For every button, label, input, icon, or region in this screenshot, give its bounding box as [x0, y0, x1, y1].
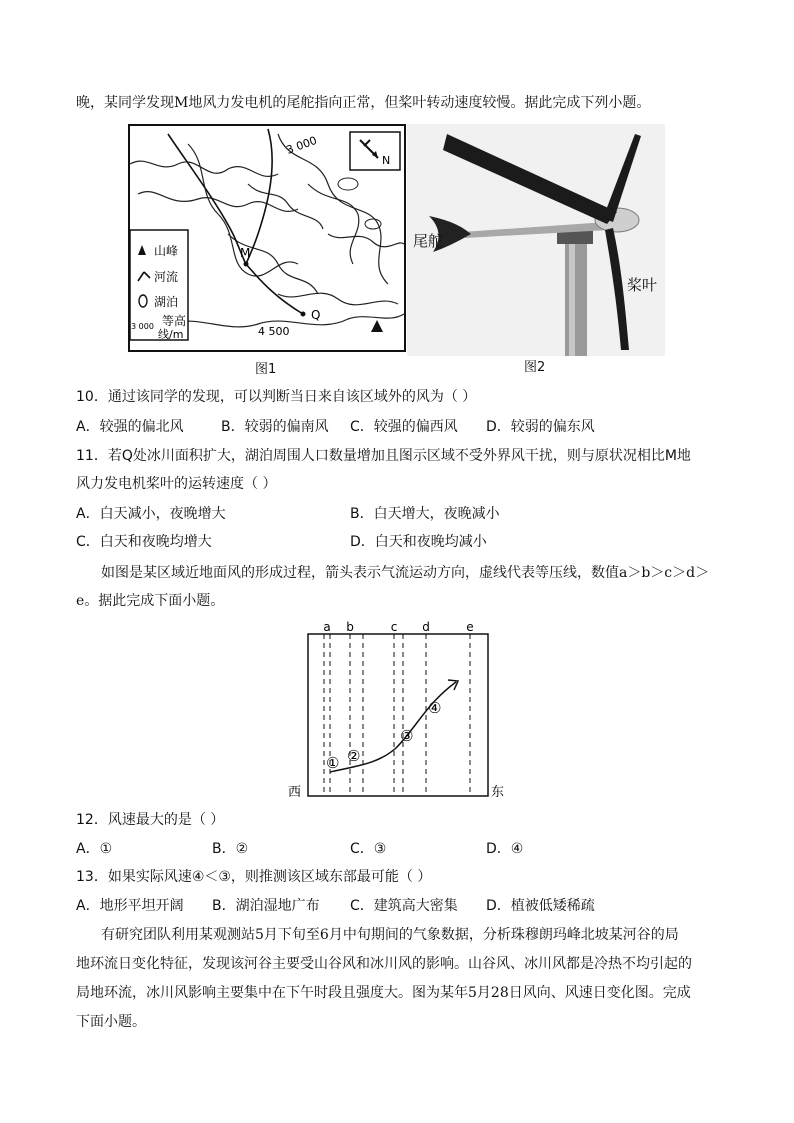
q11-option-a: A．白天减小，夜晚增大 [76, 506, 226, 522]
q11-stem-2: 风力发电机桨叶的运转速度（ ） [76, 476, 277, 492]
figure3-diagram [286, 616, 508, 800]
legend-contour-value: 3 000 [131, 322, 154, 331]
q12-stem: 12．风速最大的是（ ） [76, 812, 225, 828]
intro3-line1: 有研究团队利用某观测站5月下旬至6月中旬期间的气象数据，分析珠穆朗玛峰北坡某河谷的局 [101, 927, 679, 943]
q12-option-b: B．② [212, 841, 249, 857]
north-label: N [382, 154, 391, 167]
figure2-caption: 图2 [524, 360, 546, 375]
isobar-e: e [466, 620, 474, 634]
point-3: ③ [400, 727, 414, 745]
isobar-c: c [390, 620, 398, 634]
intro3-line4: 下面小题。 [76, 1014, 146, 1030]
legend-lake: 湖泊 [154, 295, 179, 309]
q11-option-c: C．白天和夜晚均增大 [76, 534, 212, 550]
tail-label: 尾舵 [413, 232, 444, 250]
q13-stem: 13．如果实际风速④＜③，则推测该区域东部最可能（ ） [76, 869, 432, 885]
q12-option-c: C．③ [350, 841, 387, 857]
point-1: ① [326, 754, 340, 772]
isobar-d: d [422, 620, 430, 634]
intro-text: 晚，某同学发现M地风力发电机的尾舵指向正常，但桨叶转动速度较慢。据此完成下列小题。 [76, 95, 651, 111]
point-4: ④ [428, 699, 442, 717]
q10-option-b: B．较弱的偏南风 [221, 419, 329, 435]
figure1-map [128, 124, 406, 352]
q11-option-b: B．白天增大，夜晚减小 [350, 506, 500, 522]
q13-option-b: B．湖泊湿地广布 [212, 898, 320, 914]
legend-river: 河流 [154, 270, 179, 284]
q13-option-c: C．建筑高大密集 [350, 898, 458, 914]
north-arrow-box [350, 132, 400, 170]
intro2-line2: e。据此完成下面小题。 [76, 593, 225, 609]
q10-option-d: D．较弱的偏东风 [486, 419, 595, 435]
figure1-caption: 图1 [255, 362, 277, 377]
q13-option-d: D．植被低矮稀疏 [486, 898, 595, 914]
west-label: 西 [288, 785, 302, 800]
isobar-b: b [346, 620, 354, 634]
turbine-pole [565, 239, 587, 356]
intro3-line2: 地环流日变化特征，发现该河谷主要受山谷风和冰川风的影响。山谷风、冰川风都是冷热不均引起的 [76, 956, 692, 972]
intro3-line3: 局地环流，冰川风影响主要集中在下午时段且强度大。图为某年5月28日风向、风速日变化图。完成 [76, 985, 691, 1001]
contour-label-4500: 4 500 [258, 325, 290, 338]
q10-stem: 10．通过该同学的发现，可以判断当日来自该区域外的风为（ ） [76, 389, 477, 405]
q11-option-d: D．白天和夜晚均减小 [350, 534, 487, 550]
figure2-photo [407, 124, 665, 356]
point-q-label: Q [311, 308, 321, 322]
isobar-a: a [323, 620, 331, 634]
q13-option-a: A．地形平坦开阔 [76, 898, 184, 914]
intro2-line1: 如图是某区域近地面风的形成过程，箭头表示气流运动方向，虚线代表等压线，数值a＞b＞c＞d＞ [101, 565, 710, 581]
east-label: 东 [491, 785, 505, 800]
q11-stem-1: 11．若Q处冰川面积扩大，湖泊周围人口数量增加且图示区域不受外界风干扰，则与原状况相比M地 [76, 448, 691, 464]
q12-option-a: A．① [76, 841, 113, 857]
legend-contour-2: 线/m [158, 328, 184, 341]
contour-label-3000: 3 000 [284, 133, 319, 157]
q10-option-c: C．较强的偏西风 [350, 419, 458, 435]
q12-option-d: D．④ [486, 841, 524, 857]
point-2: ② [347, 747, 361, 765]
legend-contour-1: 等高 [162, 314, 187, 328]
point-m-label: M [240, 246, 251, 260]
legend-peak: 山峰 [154, 244, 179, 258]
q10-option-a: A．较强的偏北风 [76, 419, 184, 435]
blade-label: 桨叶 [627, 276, 658, 294]
